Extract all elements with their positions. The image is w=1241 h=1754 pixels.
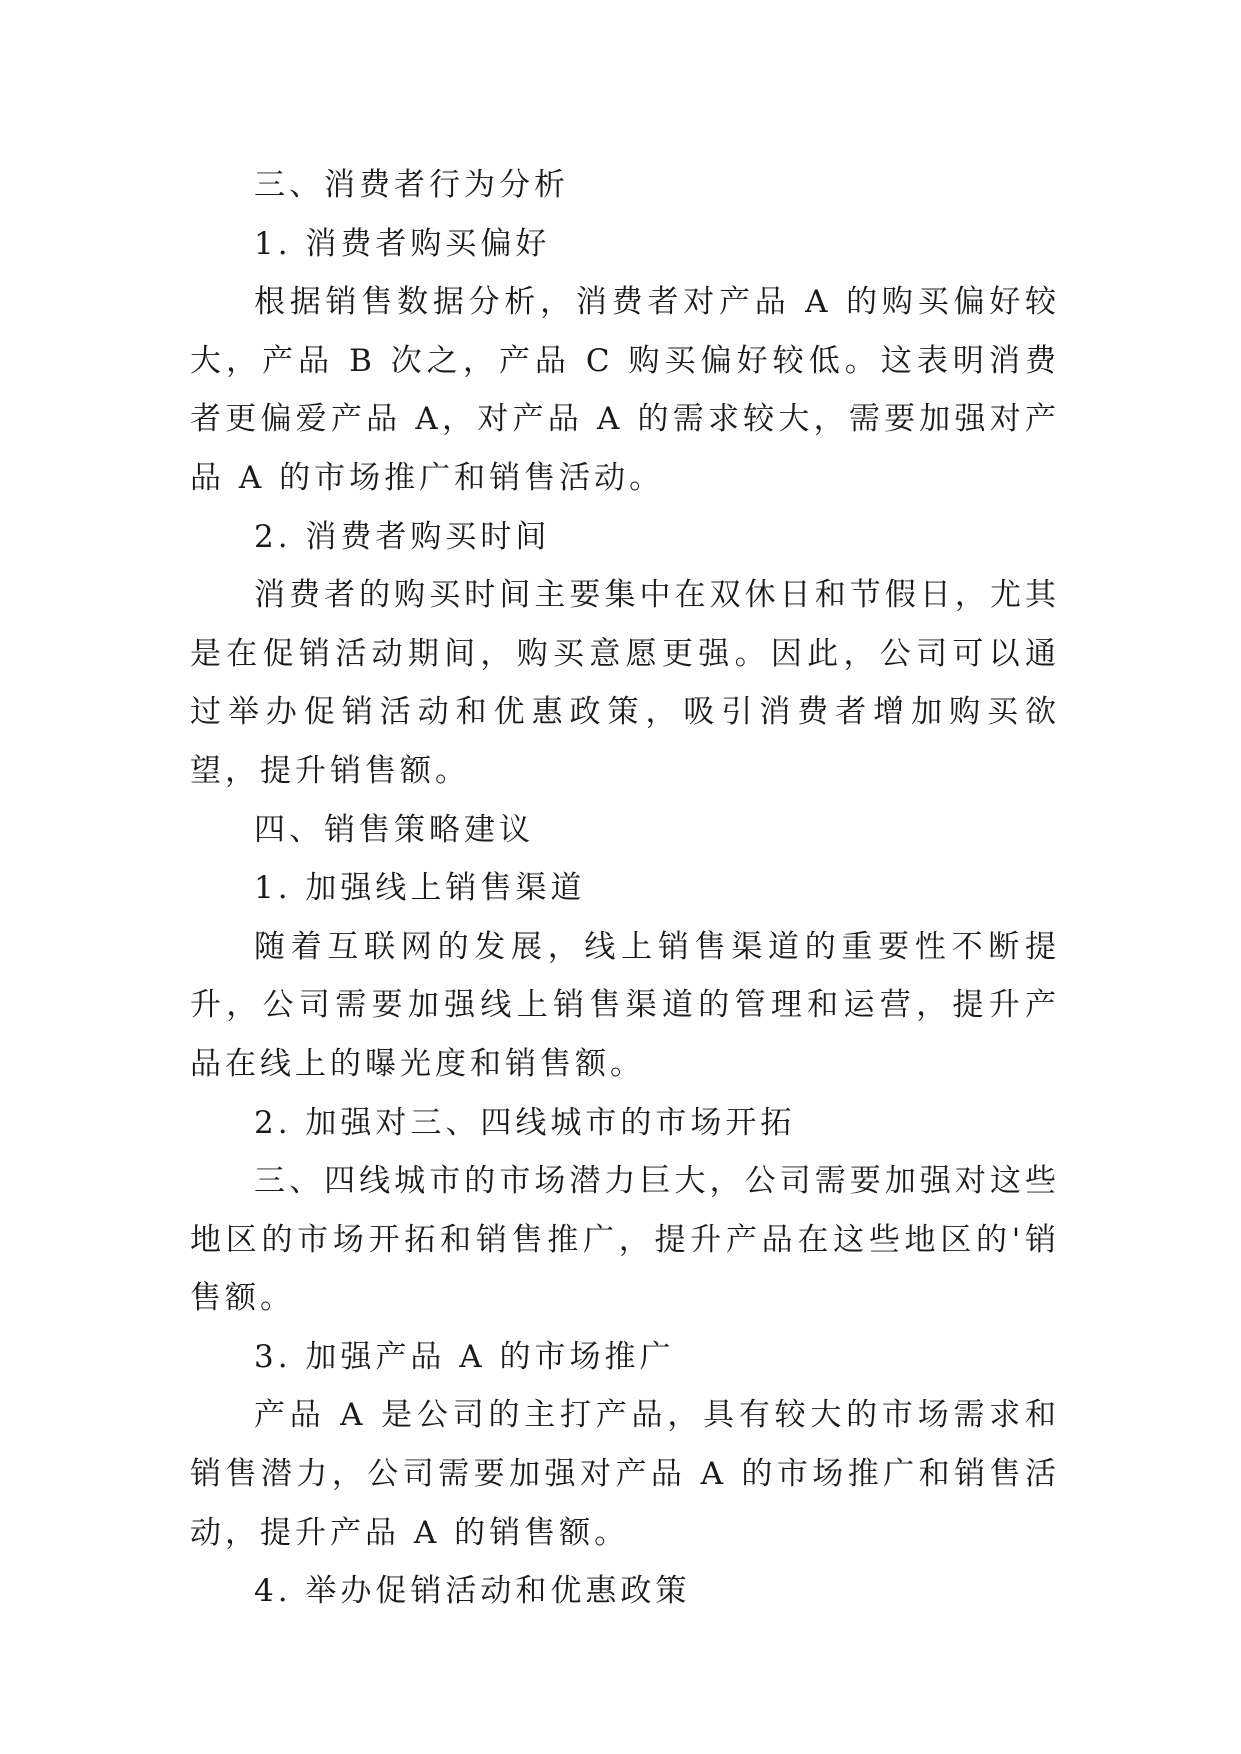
paragraph-online-channels: 随着互联网的发展，线上销售渠道的重要性不断提升，公司需要加强线上销售渠道的管理和运营，提升产品在线上的曝光度和销售额。 — [190, 928, 1060, 1082]
section-heading-sales-strategy: 四、销售策略建议 — [254, 811, 534, 848]
paragraph-purchase-time: 消费者的购买时间主要集中在双休日和节假日，尤其是在促销活动期间，购买意愿更强。因此，公司可以通过举办促销活动和优惠政策，吸引消费者增加购买欲望，提升销售额。 — [190, 577, 1060, 789]
document-body — [190, 156, 1060, 1621]
subheading-product-a-promotion: 3. 加强产品 A 的市场推广 — [254, 1338, 675, 1375]
paragraph-product-a-promotion: 产品 A 是公司的主打产品，具有较大的市场需求和销售潜力，公司需要加强对产品 A 的市场推广和销售活动，提升产品 A 的销售额。 — [190, 1397, 1060, 1551]
paragraph-purchase-preference: 根据销售数据分析，消费者对产品 A 的购买偏好较大，产品 B 次之，产品 C 购买偏好较低。这表明消费者更偏爱产品 A，对产品 A 的需求较大，需要加强对产品 A 的市场推广和销售活动。 — [190, 284, 1060, 496]
section-heading-consumer-behavior: 三、消费者行为分析 — [254, 167, 569, 203]
subheading-lower-tier-cities: 2. 加强对三、四线城市的市场开拓 — [254, 1104, 796, 1141]
subheading-purchase-time: 2. 消费者购买时间 — [254, 518, 551, 555]
subheading-purchase-preference: 1. 消费者购买偏好 — [254, 225, 551, 262]
subheading-promotions-and-offers: 4. 举办促销活动和优惠政策 — [254, 1573, 691, 1610]
paragraph-lower-tier-cities: 三、四线城市的市场潜力巨大，公司需要加强对这些地区的市场开拓和销售推广，提升产品在这些地区的'销售额。 — [190, 1163, 1060, 1317]
subheading-online-channels: 1. 加强线上销售渠道 — [254, 870, 586, 907]
